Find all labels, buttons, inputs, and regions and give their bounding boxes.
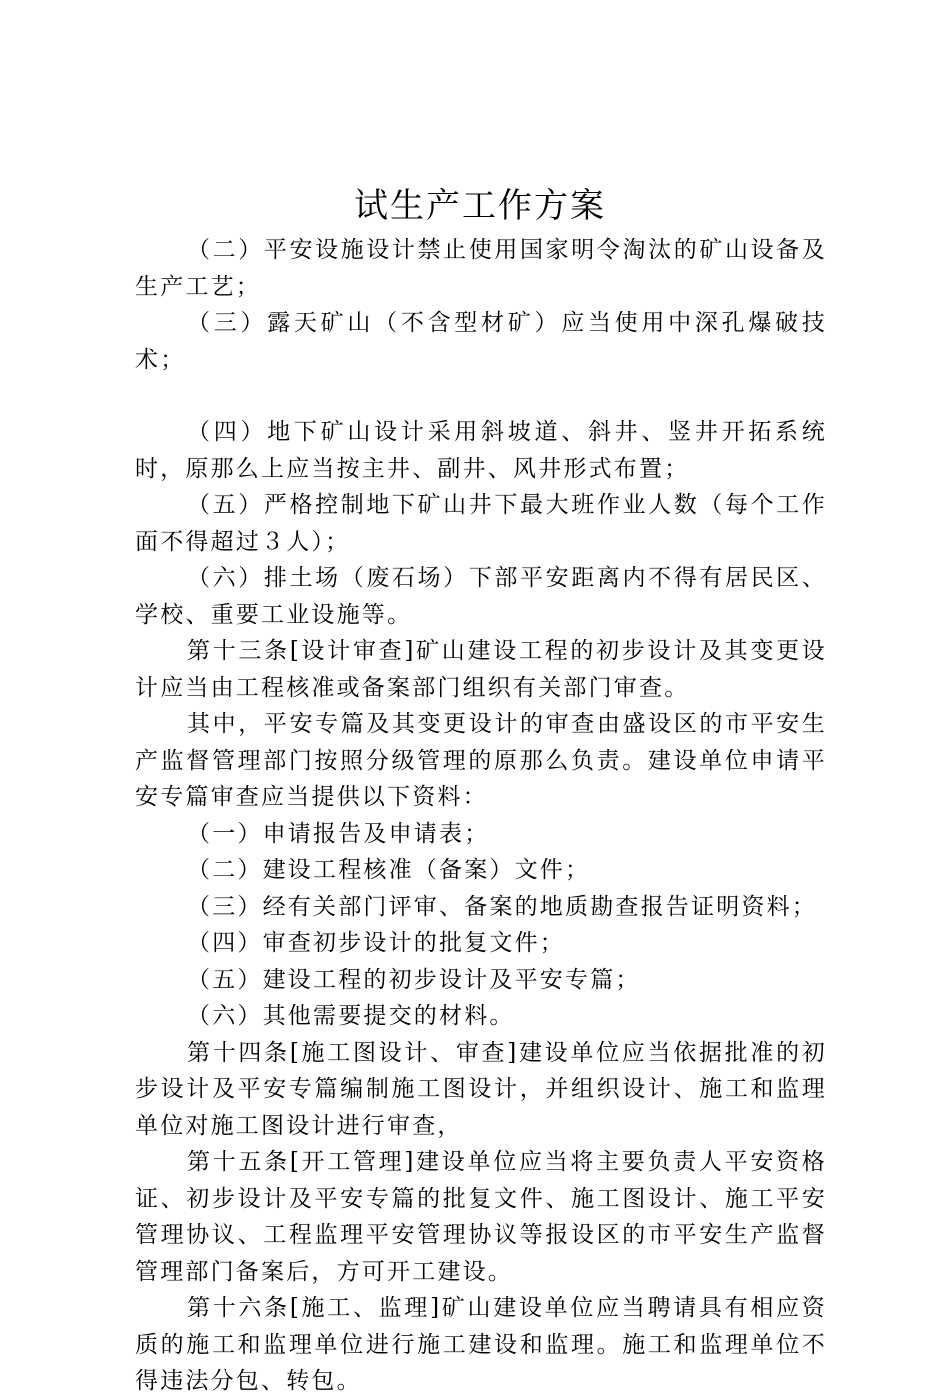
paragraph: 第十四条[施工图设计、审查]建设单位应当依据批准的初步设计及平安专篇编制施工图设计，并组织设计、施工和监理单位对施工图设计进行审查， xyxy=(135,1039,827,1139)
paragraph: （六）其他需要提交的材料。 xyxy=(187,1003,515,1029)
paragraph: （二）平安设施设计禁止使用国家明令淘汰的矿山设备及生产工艺； xyxy=(135,237,827,300)
document-title: 试生产工作方案 xyxy=(354,186,606,226)
paragraph: （五）严格控制地下矿山井下最大班作业人数（每个工作面不得超过３人）； xyxy=(135,492,827,555)
paragraph: （二）建设工程核准（备案）文件； xyxy=(187,857,591,883)
paragraph: （六）排土场（废石场）下部平安距离内不得有居民区、学校、重要工业设施等。 xyxy=(135,565,827,628)
document-body xyxy=(135,232,827,1400)
paragraph: （一）申请报告及申请表； xyxy=(187,820,490,847)
paragraph: 第十五条[开工管理]建设单位应当将主要负责人平安资格证、初步设计及平安专篇的批复文件、施工图设计、施工平安管理协议、工程监理平安管理协议等报设区的市平安生产监督管理部门备案后，方可开工建设。 xyxy=(135,1149,827,1285)
paragraph: （四）地下矿山设计采用斜坡道、斜井、竖井开拓系统时，原那么上应当按主井、副井、风井形式布置； xyxy=(135,419,827,482)
blank-line xyxy=(135,378,827,414)
paragraph: （三）露天矿山（不含型材矿）应当使用中深孔爆破技术； xyxy=(135,310,827,373)
paragraph: 其中，平安专篇及其变更设计的审查由盛设区的市平安生产监督管理部门按照分级管理的原那么负责。建设单位申请平安专篇审查应当提供以下资料： xyxy=(135,711,827,810)
paragraph: （三）经有关部门评审、备案的地质勘查报告证明资料； xyxy=(187,893,817,920)
paragraph: 第十三条[设计审查]矿山建设工程的初步设计及其变更设计应当由工程核准或备案部门组织有关部门审查。 xyxy=(135,638,827,701)
paragraph: 第十六条[施工、监理]矿山建设单位应当聘请具有相应资质的施工和监理单位进行施工建设和监理。施工和监理单位不得违法分包、转包。 xyxy=(135,1295,827,1394)
paragraph: （五）建设工程的初步设计及平安专篇； xyxy=(187,966,641,993)
paragraph: （四）审查初步设计的批复文件； xyxy=(187,930,565,956)
